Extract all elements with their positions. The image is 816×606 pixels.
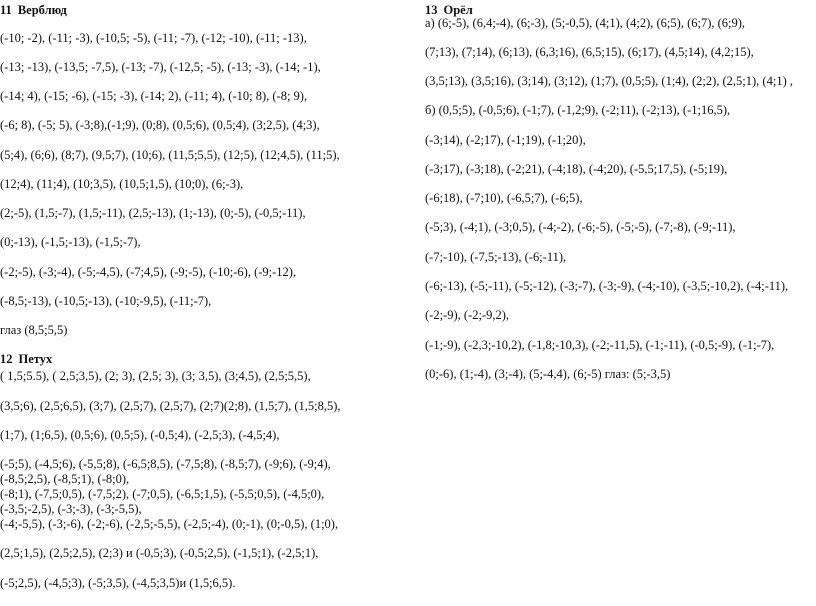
eagle-line: (7;13), (7;14), (6;13), (6,3;16), (6,5;15), (6;17), (4,5;14), (4,2;15), [425, 45, 754, 59]
eagle-heading [425, 3, 473, 17]
rooster-number: 12 [0, 352, 13, 366]
camel-number: 11 [0, 3, 12, 17]
rooster-line: (-8;1), (-7,5;0,5), (-7,5;2), (-7;0,5), (-6,5;1,5), (-5,5;0,5), (-4,5;0), [0, 487, 325, 501]
rooster-line: (-3,5;-2,5), (-3;-3), (-3;-5,5), [0, 502, 142, 516]
eagle-line: (-7;-10), (-7,5;-13), (-6;-11), [425, 250, 567, 264]
eagle-line: (-2;-9), (-2;-9,2), [425, 308, 509, 322]
camel-line: (-13; -13), (-13,5; -7,5), (-13; -7), (-12,5; -5), (-13; -3), (-14; -1), [0, 60, 321, 74]
rooster-line: (-8,5;2,5), (-8,5;1), (-8;0), [0, 472, 130, 486]
rooster-line: (2,5;1,5), (2,5;2,5), (2;3) и (-0,5;3), (-0,5;2,5), (-1,5;1), (-2,5;1), [0, 546, 319, 560]
camel-line: (-14; 4), (-15; -6), (-15; -3), (-14; 2), (-11; 4), (-10; 8), (-8; 9), [0, 89, 308, 103]
rooster-line: (-5;2,5), (-4,5;3), (-5;3,5), (-4,5;3,5)и (1,5;6,5). [0, 576, 236, 590]
eagle-line: (-5;3), (-4;1), (-3;0,5), (-4;-2), (-6;-5), (-5;-5), (-7;-8), (-9;-11), [425, 220, 736, 234]
rooster-line: (3,5;6), (2,5;6,5), (3;7), (2,5;7), (2,5;7), (2;7)(2;8), (1,5;7), (1,5;8,5), [0, 399, 341, 413]
camel-line: (-10; -2), (-11; -3), (-10,5; -5), (-11; -7), (-12; -10), (-11; -13), [0, 31, 307, 45]
camel-line: (2;-5), (1,5;-7), (1,5;-11), (2,5;-13), (1;-13), (0;-5), (-0,5;-11), [0, 206, 306, 220]
eagle-line: б) (0,5;5), (-0,5;6), (-1;7), (-1,2;9), (-2;11), (-2;13), (-1;16,5), [425, 103, 731, 117]
camel-line: (-8,5;-13), (-10,5;-13), (-10;-9,5), (-11;-7), [0, 294, 212, 308]
eagle-number: 13 [425, 3, 438, 17]
eagle-line: (3,5;13), (3,5;16), (3;14), (3;12), (1;7), (0,5;5), (1;4), (2;2), (2,5;1), (4;1) , [425, 74, 793, 88]
rooster-line: (1;7), (1;6,5), (0,5;6), (0,5;5), (-0,5;4), (-2,5;3), (-4,5;4), [0, 428, 280, 442]
eagle-line: (-1;-9), (-2,3;-10,2), (-1,8;-10,3), (-2;-11,5), (-1;-11), (-0,5;-9), (-1;-7), [425, 338, 775, 352]
camel-title: Верблюд [17, 3, 67, 17]
eagle-line: (-6;18), (-7;10), (-6,5;7), (-6;5), [425, 191, 583, 205]
rooster-heading [0, 352, 52, 366]
eagle-line: (-3;14), (-2;17), (-1;19), (-1;20), [425, 133, 586, 147]
eagle-eye-line: (0;-6), (1;-4), (3;-4), (5;-4,4), (6;-5) глаз: (5;-3,5) [425, 367, 671, 381]
camel-line: (0;-13), (-1,5;-13), (-1,5;-7), [0, 235, 141, 249]
eagle-line: (-6;-13), (-5;-11), (-5;-12), (-3;-7), (-3;-9), (-4;-10), (-3,5;-10,2), (-4;-11), [425, 279, 789, 293]
camel-line: (-6; 8), (-5; 5), (-3;8),(-1;9), (0;8), (0,5;6), (0,5;4), (3;2,5), (4;3), [0, 118, 320, 132]
rooster-line: ( 1,5;5.5), ( 2,5;3,5), (2; 3), (2,5; 3), (3; 3,5), (3;4,5), (2,5;5,5), [0, 369, 311, 383]
eagle-line: а) (6;-5), (6,4;-4), (6;-3), (5;-0,5), (4;1), (4;2), (6;5), (6;7), (6;9), [425, 16, 746, 30]
rooster-line: (-4;-5,5), (-3;-6), (-2;-6), (-2,5;-5,5), (-2,5;-4), (0;-1), (0;-0,5), (1;0), [0, 517, 339, 531]
camel-heading [0, 3, 67, 17]
camel-eye-line: глаз (8,5;5,5) [0, 323, 68, 337]
rooster-title: Петух [18, 352, 53, 366]
camel-line: (-2;-5), (-3;-4), (-5;-4,5), (-7;4,5), (-9;-5), (-10;-6), (-9;-12), [0, 265, 297, 279]
eagle-line: (-3;17), (-3;18), (-2;21), (-4;18), (-4;20), (-5,5;17,5), (-5;19), [425, 162, 728, 176]
camel-line: (5;4), (6;6), (8;7), (9,5;7), (10;6), (11,5;5,5), (12;5), (12;4,5), (11;5), [0, 148, 340, 162]
eagle-title: Орёл [443, 3, 473, 17]
camel-line: (12;4), (11;4), (10;3,5), (10,5;1,5), (10;0), (6;-3), [0, 177, 244, 191]
rooster-line: (-5;5), (-4,5;6), (-5,5;8), (-6,5;8,5), (-7,5;8), (-8,5;7), (-9;6), (-9;4), [0, 457, 331, 471]
